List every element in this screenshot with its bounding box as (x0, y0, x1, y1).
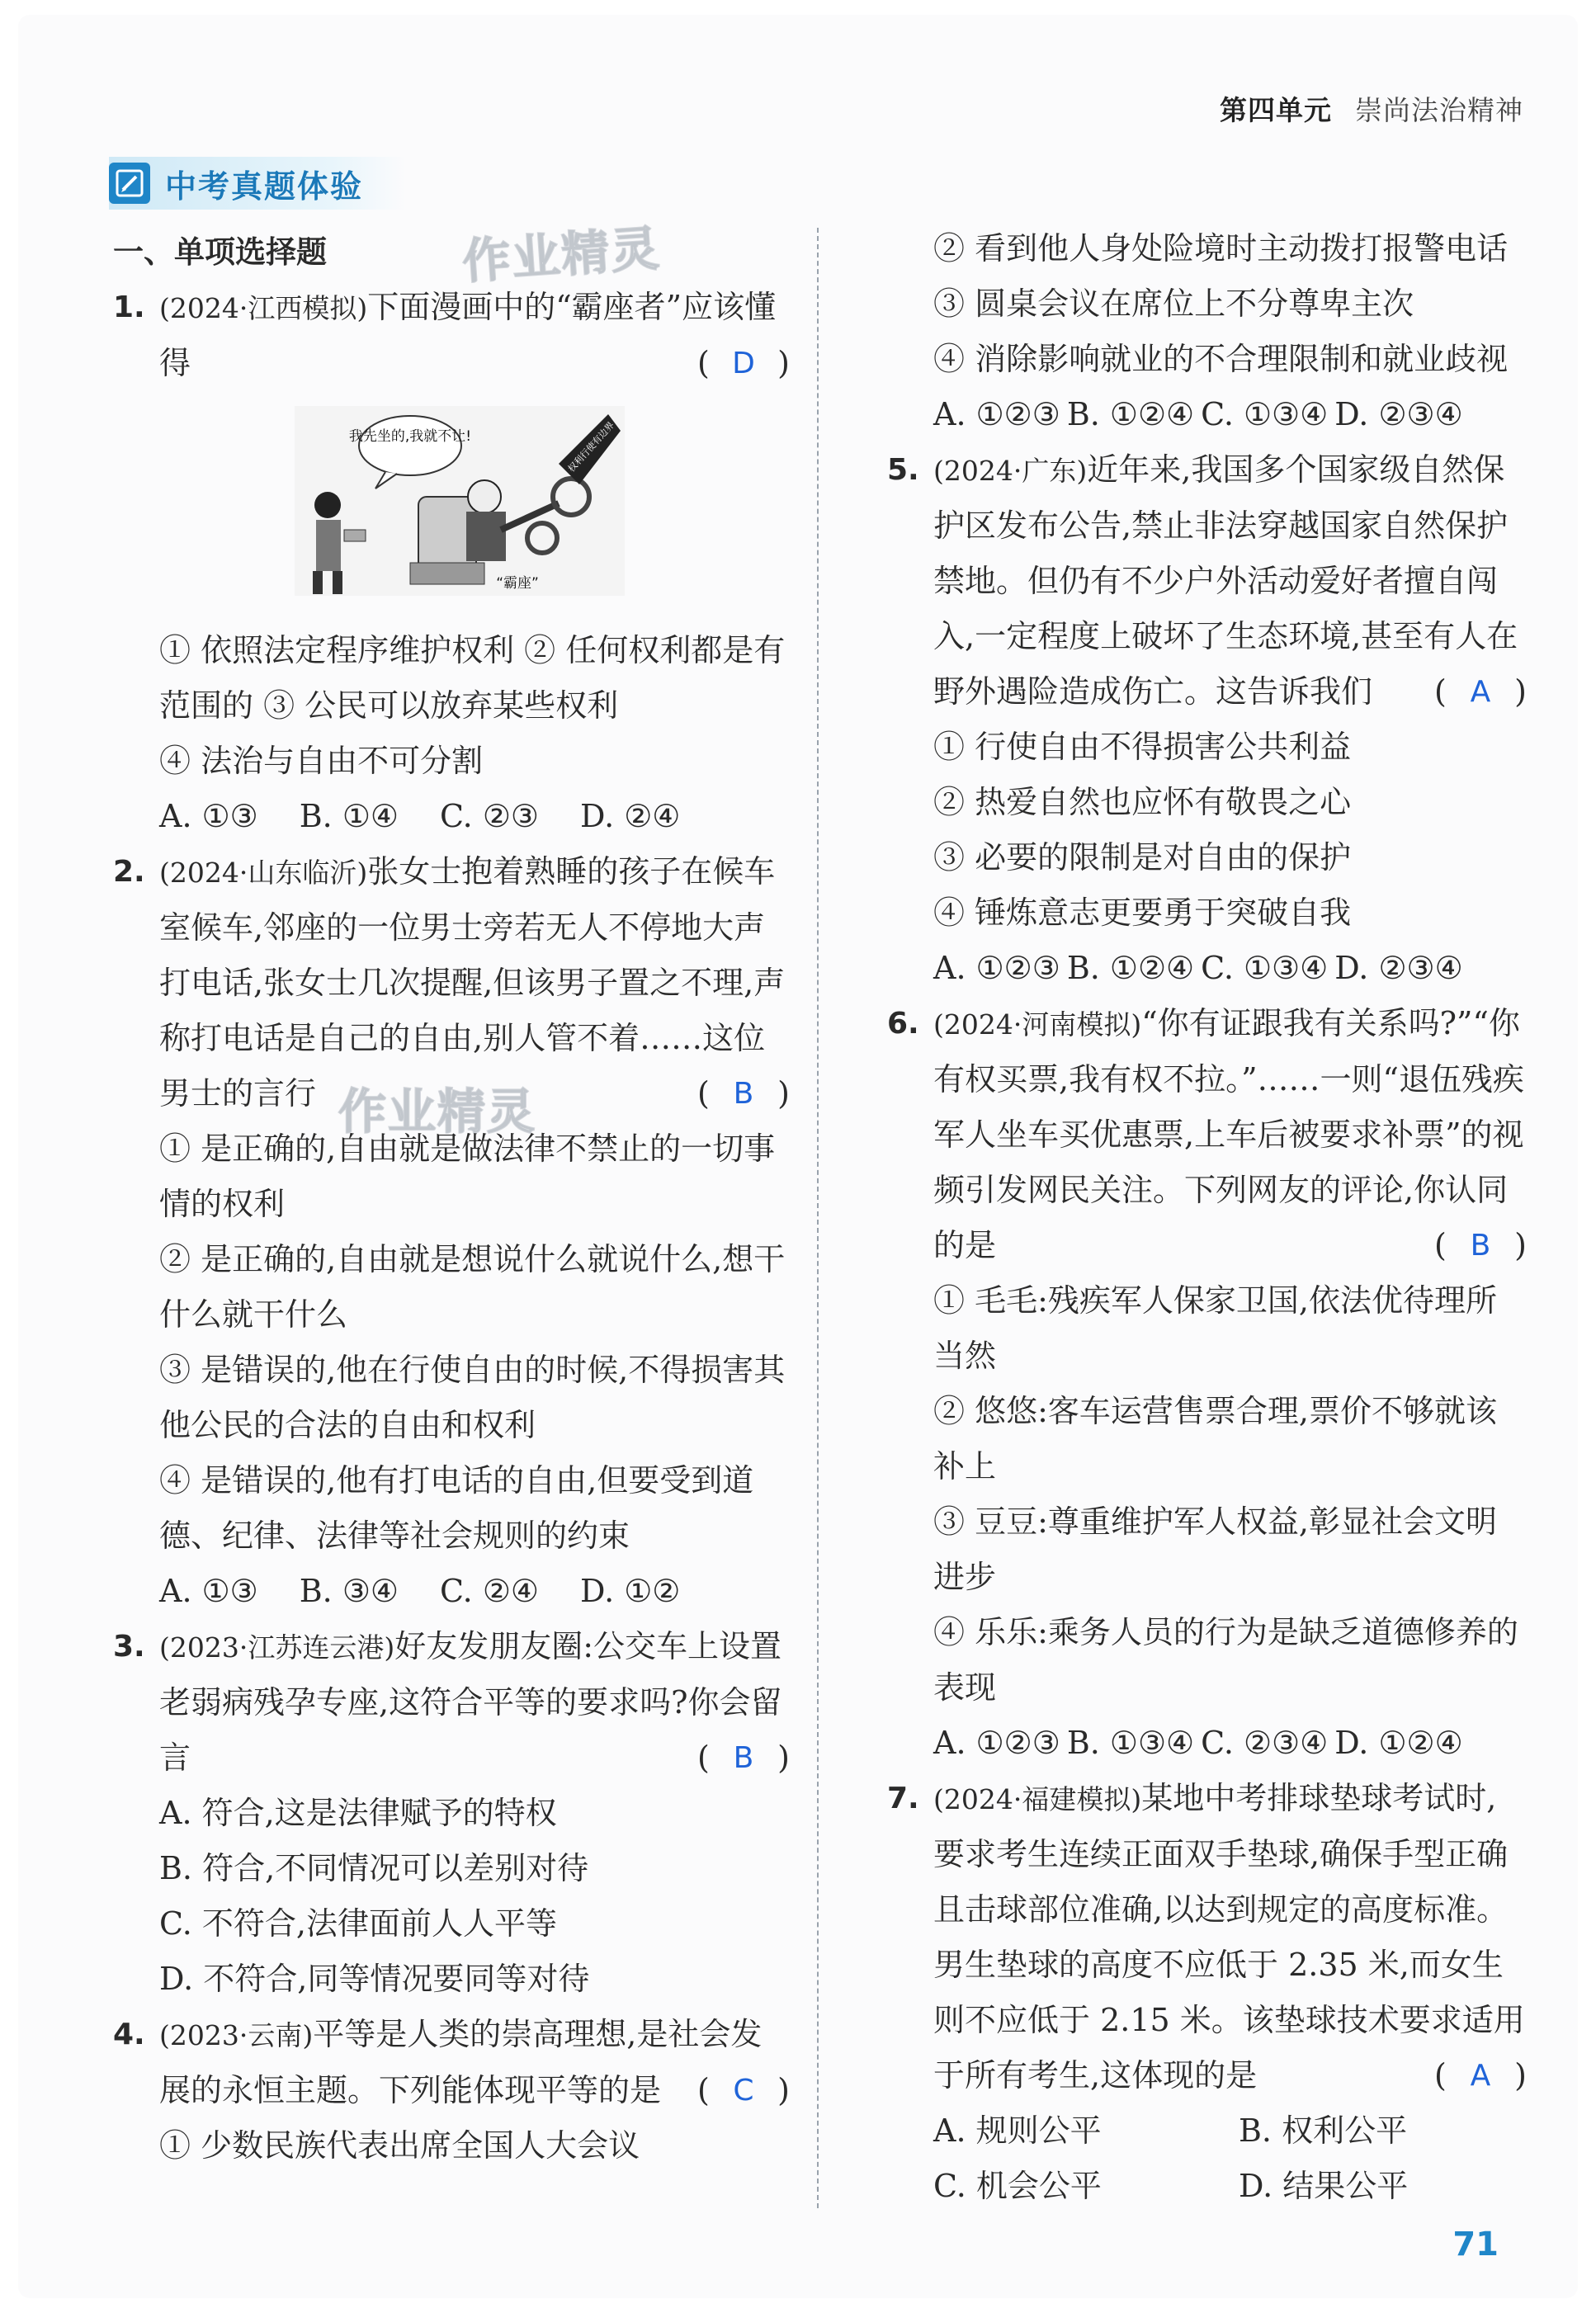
question-stem: 某地中考排球垫球考试时,要求考生连续正面双手垫球,确保手型正确且击球部位准确,以达到规定的高度标准。男生垫球的高度不应低于 2.35 米,而女生则不应低于 2.15 米。该垫球技术要求适用于所有考生,这体现的是 (933, 1780, 1525, 2094)
question-number: 3. (113, 1630, 145, 1664)
option[interactable]: A. 符合,这是法律赋予的特权 (159, 1795, 557, 1831)
statement: ④ 乐乐:乘务人员的行为是缺乏道德修养的表现 (933, 1614, 1518, 1706)
statement: ② 悠悠:客车运营售票合理,票价不够就该补上 (933, 1393, 1497, 1485)
seat-label: “霸座” (496, 575, 539, 592)
answer-bracket: ( A ) (1434, 664, 1527, 720)
speech-bubble-text: 我先坐的,我就不让! (348, 428, 472, 445)
statement: ③ 是错误的,他在行使自由的时候,不得损害其他公民的合法的自由和权利 (159, 1352, 786, 1443)
option[interactable]: D. ①② (579, 1573, 681, 1609)
option[interactable]: A. ①③ (159, 798, 258, 834)
options-row (113, 789, 790, 844)
question-7 (887, 1771, 1527, 2103)
statement: ④ 是错误的,他有打电话的自由,但要受到道德、纪律、法律等社会规则的约束 (159, 1462, 754, 1554)
option[interactable]: B. ①③④ (1066, 1725, 1195, 1761)
answer-value: A (1470, 2059, 1491, 2093)
answer-bracket: ( B ) (697, 1730, 790, 1786)
question-source: (2024·广东) (933, 455, 1088, 487)
question-source: (2024·江西模拟) (159, 292, 368, 324)
answer-value: B (733, 1077, 754, 1111)
answer-bracket: ( D ) (697, 336, 790, 391)
statement: ① 毛毛:残疾军人保家卫国,依法优待理所当然 (933, 1282, 1497, 1374)
option[interactable]: B. 符合,不同情况可以差别对待 (159, 1850, 589, 1886)
question-number: 1. (113, 290, 145, 324)
question-5 (887, 442, 1527, 720)
options-row (887, 1716, 1527, 1771)
unit-label: 第四单元 (1220, 94, 1332, 126)
question-number: 2. (113, 855, 145, 889)
option[interactable]: B. 权利公平 (1239, 2112, 1408, 2149)
section-banner (109, 157, 406, 210)
statement: ③ 豆豆:尊重维护军人权益,彰显社会文明进步 (933, 1503, 1497, 1595)
question-stem: 张女士抱着熟睡的孩子在候车室候车,邻座的一位男士旁若无人不停地大声打电话,张女士几次提醒,但该男子置之不理,声称打电话是自己的自由,别人管不着……这位男士的言行 (159, 853, 786, 1112)
question-6 (887, 996, 1527, 1273)
question-4 (113, 2007, 790, 2118)
option[interactable]: B. ①④ (299, 798, 399, 834)
statement: ④ 消除影响就业的不合理限制和就业歧视 (933, 341, 1509, 377)
option[interactable]: B. ①②④ (1066, 396, 1195, 432)
option[interactable]: C. 不符合,法律面前人人平等 (159, 1905, 557, 1942)
question-stem: “你有证跟我有关系吗?”“你有权买票,我有权不拉。”……一则“退伍残疾军人坐车买优惠票,上车后被要求补票”的视频引发网民关注。下列网友的评论,你认同的是 (933, 1005, 1524, 1263)
answer-bracket: ( A ) (1434, 2048, 1527, 2103)
question-2 (113, 844, 790, 1121)
option[interactable]: C. ②③④ (1201, 1725, 1329, 1761)
statement: ② 热爱自然也应怀有敬畏之心 (933, 784, 1352, 820)
options-row (113, 1564, 790, 1619)
statement: ④ 法治与自由不可分割 (159, 743, 484, 779)
options-grid (887, 2103, 1527, 2214)
question-number: 6. (887, 1007, 919, 1041)
answer-value: B (733, 1741, 754, 1775)
option[interactable]: A. ①②③ (933, 1725, 1060, 1761)
option[interactable]: A. ①③ (159, 1573, 258, 1609)
option[interactable]: D. ②④ (579, 798, 681, 834)
question-source: (2024·河南模拟) (933, 1008, 1142, 1041)
question-source: (2024·山东临沂) (159, 857, 368, 889)
page-number: 71 (1452, 2226, 1499, 2263)
question-number: 5. (887, 453, 919, 487)
option[interactable]: D. ①②④ (1334, 1725, 1463, 1761)
option[interactable]: D. ②③④ (1334, 396, 1463, 432)
right-column (887, 221, 1527, 2214)
question-1 (113, 280, 790, 391)
question-stem: 平等是人类的崇高理想,是社会发展的永恒主题。下列能体现平等的是 (159, 2016, 763, 2108)
option[interactable]: D. ②③④ (1334, 950, 1463, 986)
options-row (887, 387, 1527, 442)
question-source: (2023·江苏连云港) (159, 1631, 395, 1664)
watermark: 作业精灵 (338, 1083, 537, 1140)
statement: ④ 锤炼意志更要勇于突破自我 (933, 895, 1352, 931)
answer-value: D (732, 347, 755, 380)
question-stem: 近年来,我国多个国家级自然保护区发布公告,禁止非法穿越国家自然保护禁地。但仍有不少户外活动爱好者擅自闯入,一定程度上破坏了生态环境,甚至有人在野外遇险造成伤亡。这告诉我们 (933, 451, 1518, 710)
statement: ③ 必要的限制是对自由的保护 (933, 839, 1352, 876)
statement: ② 看到他人身处险境时主动拨打报警电话 (933, 230, 1509, 267)
unit-name: 崇尚法治精神 (1355, 94, 1523, 126)
option[interactable]: C. ②④ (439, 1573, 539, 1609)
option[interactable]: D. 不符合,同等情况要同等对待 (159, 1961, 590, 1997)
handcuff-label: 权利行使有边界 (565, 419, 616, 474)
section-title: 中考真题体验 (165, 168, 364, 205)
statement: ① 依照法定程序维护权利 ② 任何权利都是有范围的 ③ 公民可以放弃某些权利 (159, 632, 786, 724)
column-divider (817, 228, 819, 2208)
left-column (113, 224, 790, 2174)
question-stem: 下面漫画中的“霸座者”应该懂得 (159, 289, 777, 381)
question-source: (2024·福建模拟) (933, 1783, 1142, 1815)
answer-bracket: ( B ) (697, 1066, 790, 1121)
part-heading: 一、单项选择题 (113, 234, 327, 270)
statement: ① 少数民族代表出席全国人大会议 (159, 2127, 640, 2164)
answer-value: A (1470, 675, 1491, 709)
statement: ① 行使自由不得损害公共利益 (933, 729, 1352, 765)
option[interactable]: A. ①②③ (933, 950, 1060, 986)
option[interactable]: C. 机会公平 (933, 2168, 1102, 2204)
answer-bracket: ( B ) (1434, 1218, 1527, 1273)
statement: ② 是正确的,自由就是想说什么就说什么,想干什么就干什么 (159, 1241, 786, 1333)
question-source: (2023·云南) (159, 2019, 314, 2051)
statement: ① 是正确的,自由就是做法律不禁止的一切事情的权利 (159, 1131, 776, 1222)
pen-edit-icon (109, 163, 150, 204)
cartoon-illustration (295, 406, 625, 596)
running-header (1220, 89, 1523, 128)
option[interactable]: C. ①③④ (1201, 950, 1329, 986)
option[interactable]: A. 规则公平 (933, 2112, 1102, 2149)
option[interactable]: B. ①②④ (1066, 950, 1195, 986)
statement: ③ 圆桌会议在席位上不分尊卑主次 (933, 286, 1414, 322)
option[interactable]: A. ①②③ (933, 396, 1060, 432)
option[interactable]: C. ②③ (439, 798, 539, 834)
answer-value: C (733, 2074, 754, 2108)
question-3 (113, 1619, 790, 1786)
option[interactable]: D. 结果公平 (1239, 2168, 1409, 2204)
answer-bracket: ( C ) (697, 2063, 790, 2118)
question-stem: 好友发朋友圈:公交车上设置老弱病残孕专座,这符合平等的要求吗?你会留言 (159, 1628, 782, 1776)
question-number: 4. (113, 2018, 145, 2051)
option[interactable]: B. ③④ (299, 1573, 399, 1609)
options-row (887, 941, 1527, 996)
watermark: 作业精灵 (460, 219, 663, 290)
answer-value: B (1470, 1229, 1491, 1263)
option[interactable]: C. ①③④ (1201, 396, 1329, 432)
question-number: 7. (887, 1782, 919, 1815)
